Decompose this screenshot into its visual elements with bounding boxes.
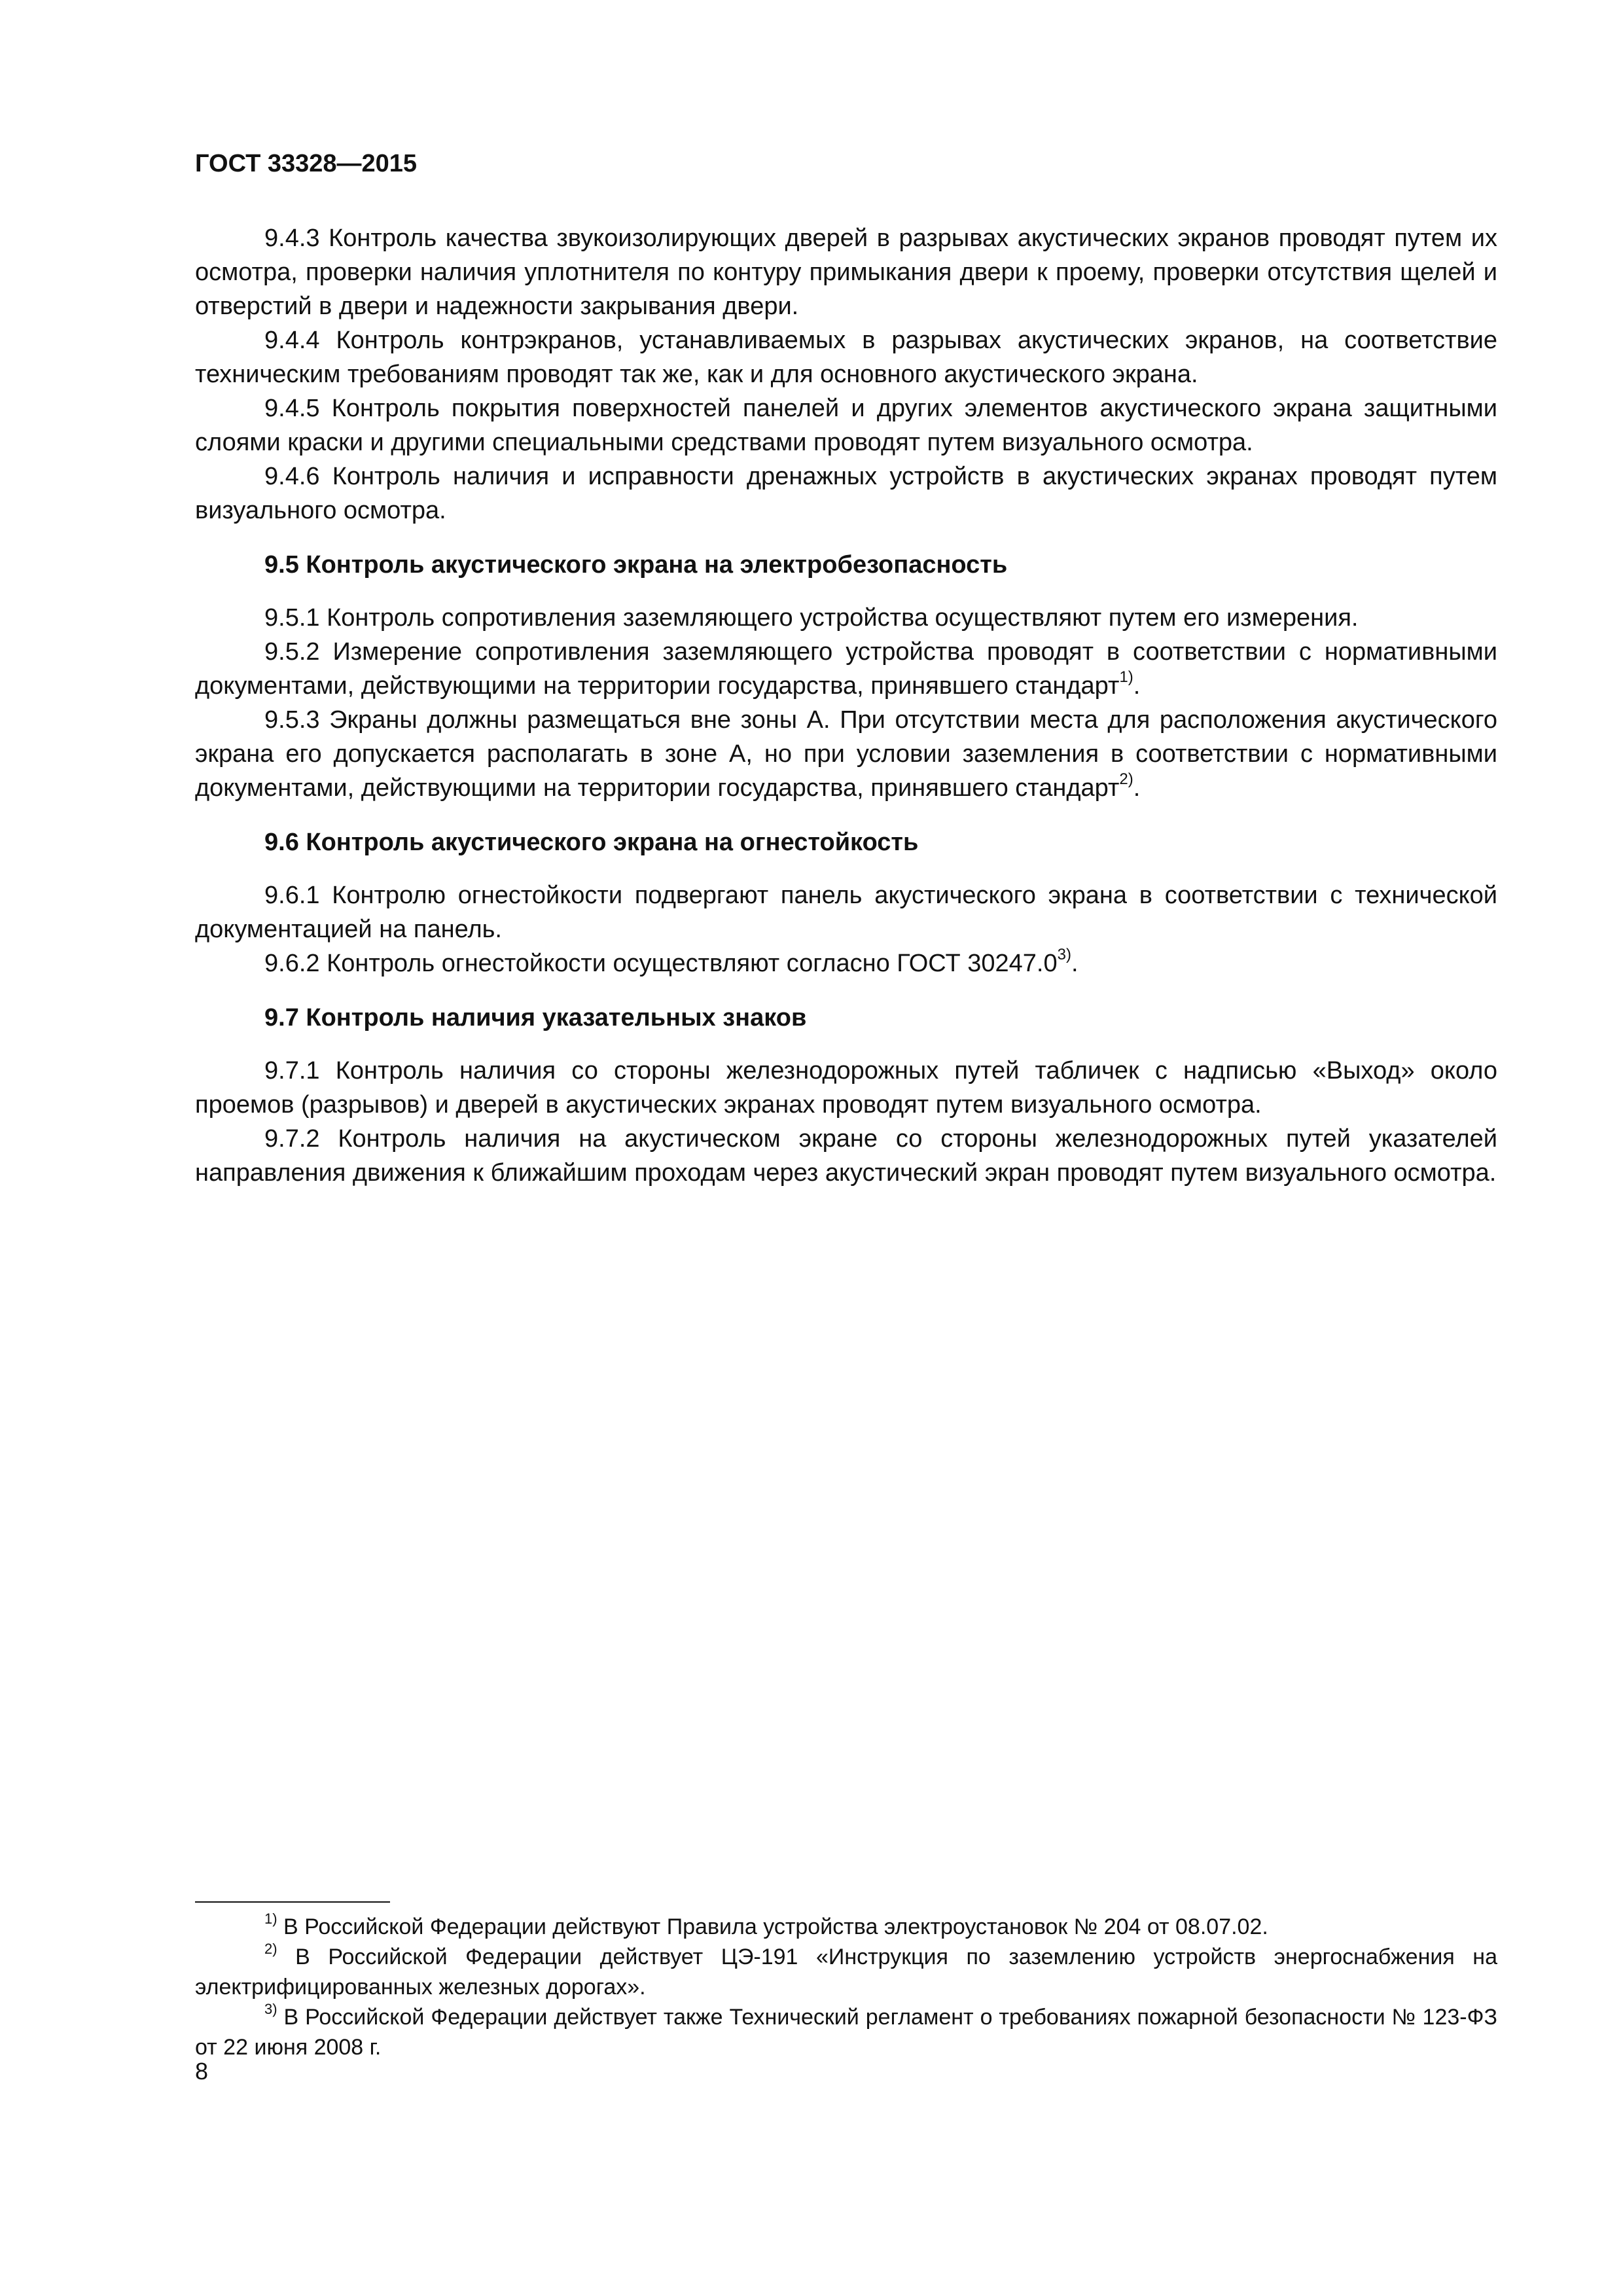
paragraph-9-4-5: 9.4.5 Контроль покрытия поверхностей панелей и других элементов акустического экрана защитными слоями краски и другими специальными средствами проводят путем визуального осмотра. [195,395,1497,456]
footnotes [195,1912,1497,2062]
document-header: ГОСТ 33328—2015 [195,150,418,177]
paragraph-9-5-3: 9.5.3 Экраны должны размещаться вне зоны А. При отсутствии места для расположения акустического экрана его допускается располагать в зоне А, но при условии заземления в соответствии с нормативными документами, действующими на территории государства, принявшего стандарт$^{2)}$. [195,706,1497,802]
section-heading-9-6: 9.6 Контроль акустического экрана на огнестойкость [264,829,919,856]
paragraph-9-6-1: 9.6.1 Контролю огнестойкости подвергают панель акустического экрана в соответствии с технической документацией на панель. [195,882,1497,943]
footnote-ref-1: 1) [1119,668,1133,687]
paragraph-9-4-3: 9.4.3 Контроль качества звукоизолирующих дверей в разрывах акустических экранов проводят путем их осмотра, проверки наличия уплотнителя по контуру примыкания двери к проему, проверки отсутствия щелей и отверстий в двери и надежности закрывания двери. [195,224,1497,320]
footnote-1-text: В Российской Федерации действуют Правила устройства электроустановок № 204 от 08.07.02. [283,1914,1268,1939]
footnote-2-text: В Российской Федерации действует ЦЭ-191 «Инструкция по заземлению устройств энергоснабжения на электрифицированных железных дорогах». [195,1945,1497,2000]
document-body [195,221,1497,1190]
paragraph-9-7-2: 9.7.2 Контроль наличия на акустическом экране со стороны железнодорожных путей указателей направления движения к ближайшим проходам через акустический экран проводят путем визуального осмотра. [195,1125,1497,1187]
paragraph-9-7-1: 9.7.1 Контроль наличия со стороны железнодорожных путей табличек с надписью «Выход» около проемов (разрывов) и дверей в акустических экранах проводят путем визуального осмотра. [195,1057,1497,1119]
page-number: 8 [195,2058,209,2085]
footnote-ref-3: 3) [1057,946,1071,964]
paragraph-9-5-3-text: 9.5.3 Экраны должны размещаться вне зоны А. При отсутствии места для расположения акустического экрана его допускается располагать в зоне А, но при условии заземления в соответствии с нормативными документами, действующими на территории государства, принявшего стандарт [195,706,1497,802]
paragraph-9-6-2-text: 9.6.2 Контроль огнестойкости осуществляют согласно ГОСТ 30247.0 [264,950,1058,977]
footnote-divider [195,1901,390,1903]
footnote-3-mark: 3) [264,2000,277,2017]
footnote-2 [195,1942,1497,2002]
paragraph-9-5-1: 9.5.1 Контроль сопротивления заземляющего устройства осуществляют путем его измерения. [264,604,1359,632]
footnote-2-mark: 2) [264,1940,277,1957]
footnote-3-text: В Российской Федерации действует также Технический регламент о требованиях пожарной безопасности № 123-ФЗ от 22 июня 2008 г. [195,2005,1497,2060]
footnote-3 [195,2002,1497,2062]
section-heading-9-5: 9.5 Контроль акустического экрана на электробезопасность [264,551,1008,579]
section-heading-9-7: 9.7 Контроль наличия указательных знаков [264,1004,807,1031]
paragraph-9-6-2: 9.6.2 Контроль огнестойкости осуществляют согласно ГОСТ 30247.0$^{3)}$. [264,946,1079,977]
paragraph-9-5-2-text: 9.5.2 Измерение сопротивления заземляющего устройства проводят в соответствии с нормативными документами, действующими на территории государства, принявшего стандарт [195,638,1497,700]
footnote-1 [195,1912,1497,1942]
footnote-ref-2: 2) [1119,770,1133,789]
footnote-1-mark: 1) [264,1910,277,1927]
paragraph-9-4-4: 9.4.4 Контроль контрэкранов, устанавливаемых в разрывах акустических экранов, на соответствие техническим требованиям проводят так же, как и для основного акустического экрана. [195,327,1497,388]
paragraph-9-4-6: 9.4.6 Контроль наличия и исправности дренажных устройств в акустических экранах проводят путем визуального осмотра. [195,463,1497,524]
paragraph-9-5-2: 9.5.2 Измерение сопротивления заземляющего устройства проводят в соответствии с нормативными документами, действующими на территории государства, принявшего стандарт$^{1)}$. [195,638,1497,700]
